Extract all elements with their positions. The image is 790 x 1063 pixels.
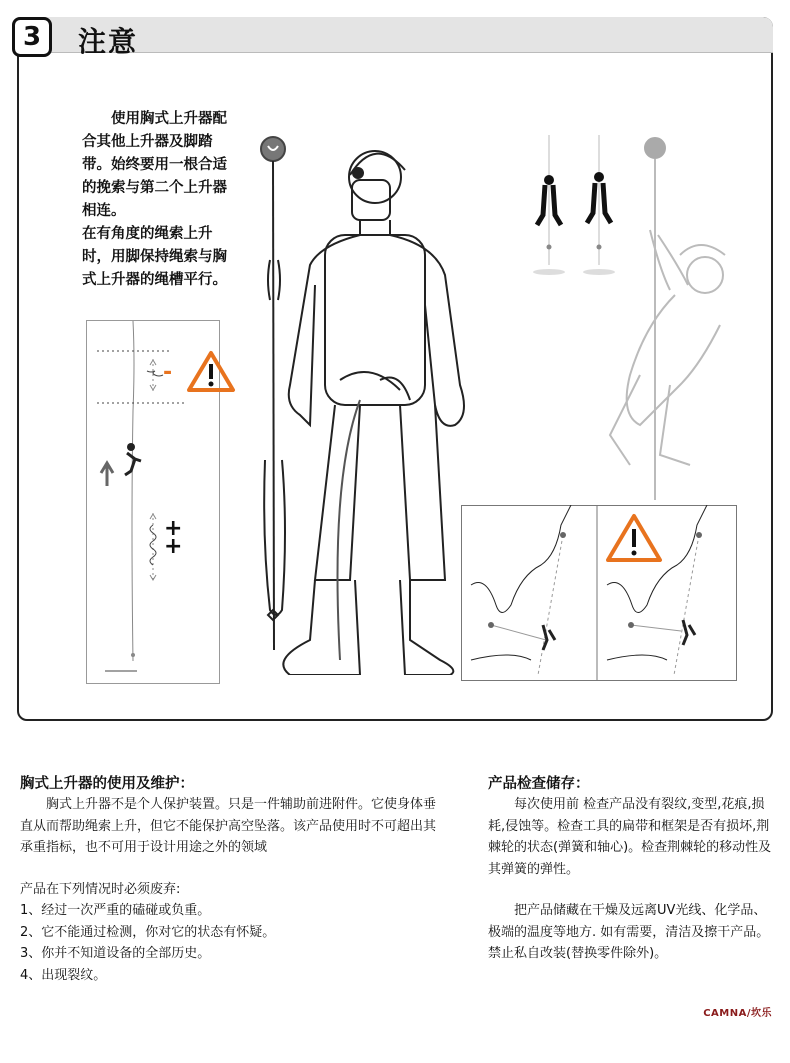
section-title: 注意 — [78, 25, 139, 58]
maintenance-title: 胸式上升器的使用及维护： — [20, 776, 194, 792]
intro-paragraph-1: 使用胸式上升器配合其他上升器及脚踏带。始终要用一根合适的挽索与第二个上升器相连。 — [82, 111, 227, 219]
discard-item: 1、经过一次严重的磕碰或负重。 — [20, 903, 211, 918]
inspection-paragraph-2: 把产品储藏在干燥及远离UV光线、化学品、极端的温度等地方. 如有需要，清洁及擦干产品。禁止私自改装(替换零件除外)。 — [488, 903, 770, 961]
plus-signs: + + — [164, 516, 183, 559]
intro-paragraph-2: 在有角度的绳索上升时，用脚保持绳索与胸式上升器的绳槽平行。 — [82, 226, 227, 288]
maintenance-paragraph: 胸式上升器不是个人保护装置。只是一件辅助前进附件。它使身体垂直从而帮助绳索上升，但它不能保护高空坠落。该产品使用时不可超出其承重指标，也不可用于设计用途之外的领域 — [20, 797, 437, 855]
section-number: 3 — [12, 17, 52, 57]
inspection-body — [488, 794, 773, 965]
minus-sign: - — [163, 360, 173, 385]
discard-item: 3、你并不知道设备的全部历史。 — [20, 946, 211, 961]
discard-intro: 产品在下列情况时必须废弃: — [20, 881, 181, 897]
warning-icon — [604, 512, 664, 568]
discard-item: 2、它不能通过检测，你对它的状态有怀疑。 — [20, 924, 276, 940]
intro-text — [82, 108, 230, 292]
ascending-climber — [580, 135, 740, 509]
inspection-title: 产品检查储存： — [488, 776, 590, 792]
climber-illustration — [240, 130, 470, 679]
brand-logo: CAMNA/坎乐 — [703, 1008, 772, 1019]
angled-rope-comparison — [461, 505, 737, 685]
discard-item: 4、出现裂纹。 — [20, 967, 107, 983]
inspection-paragraph-1: 每次使用前 检查产品没有裂纹,变型,花痕,损耗,侵蚀等。检查工具的扁带和框架是否有损坏,荆棘轮的状态(弹簧和轴心)。检查荆棘轮的移动性及其弹簧的弹性。 — [488, 797, 772, 877]
warning-icon — [186, 350, 236, 398]
maintenance-body — [20, 794, 445, 986]
